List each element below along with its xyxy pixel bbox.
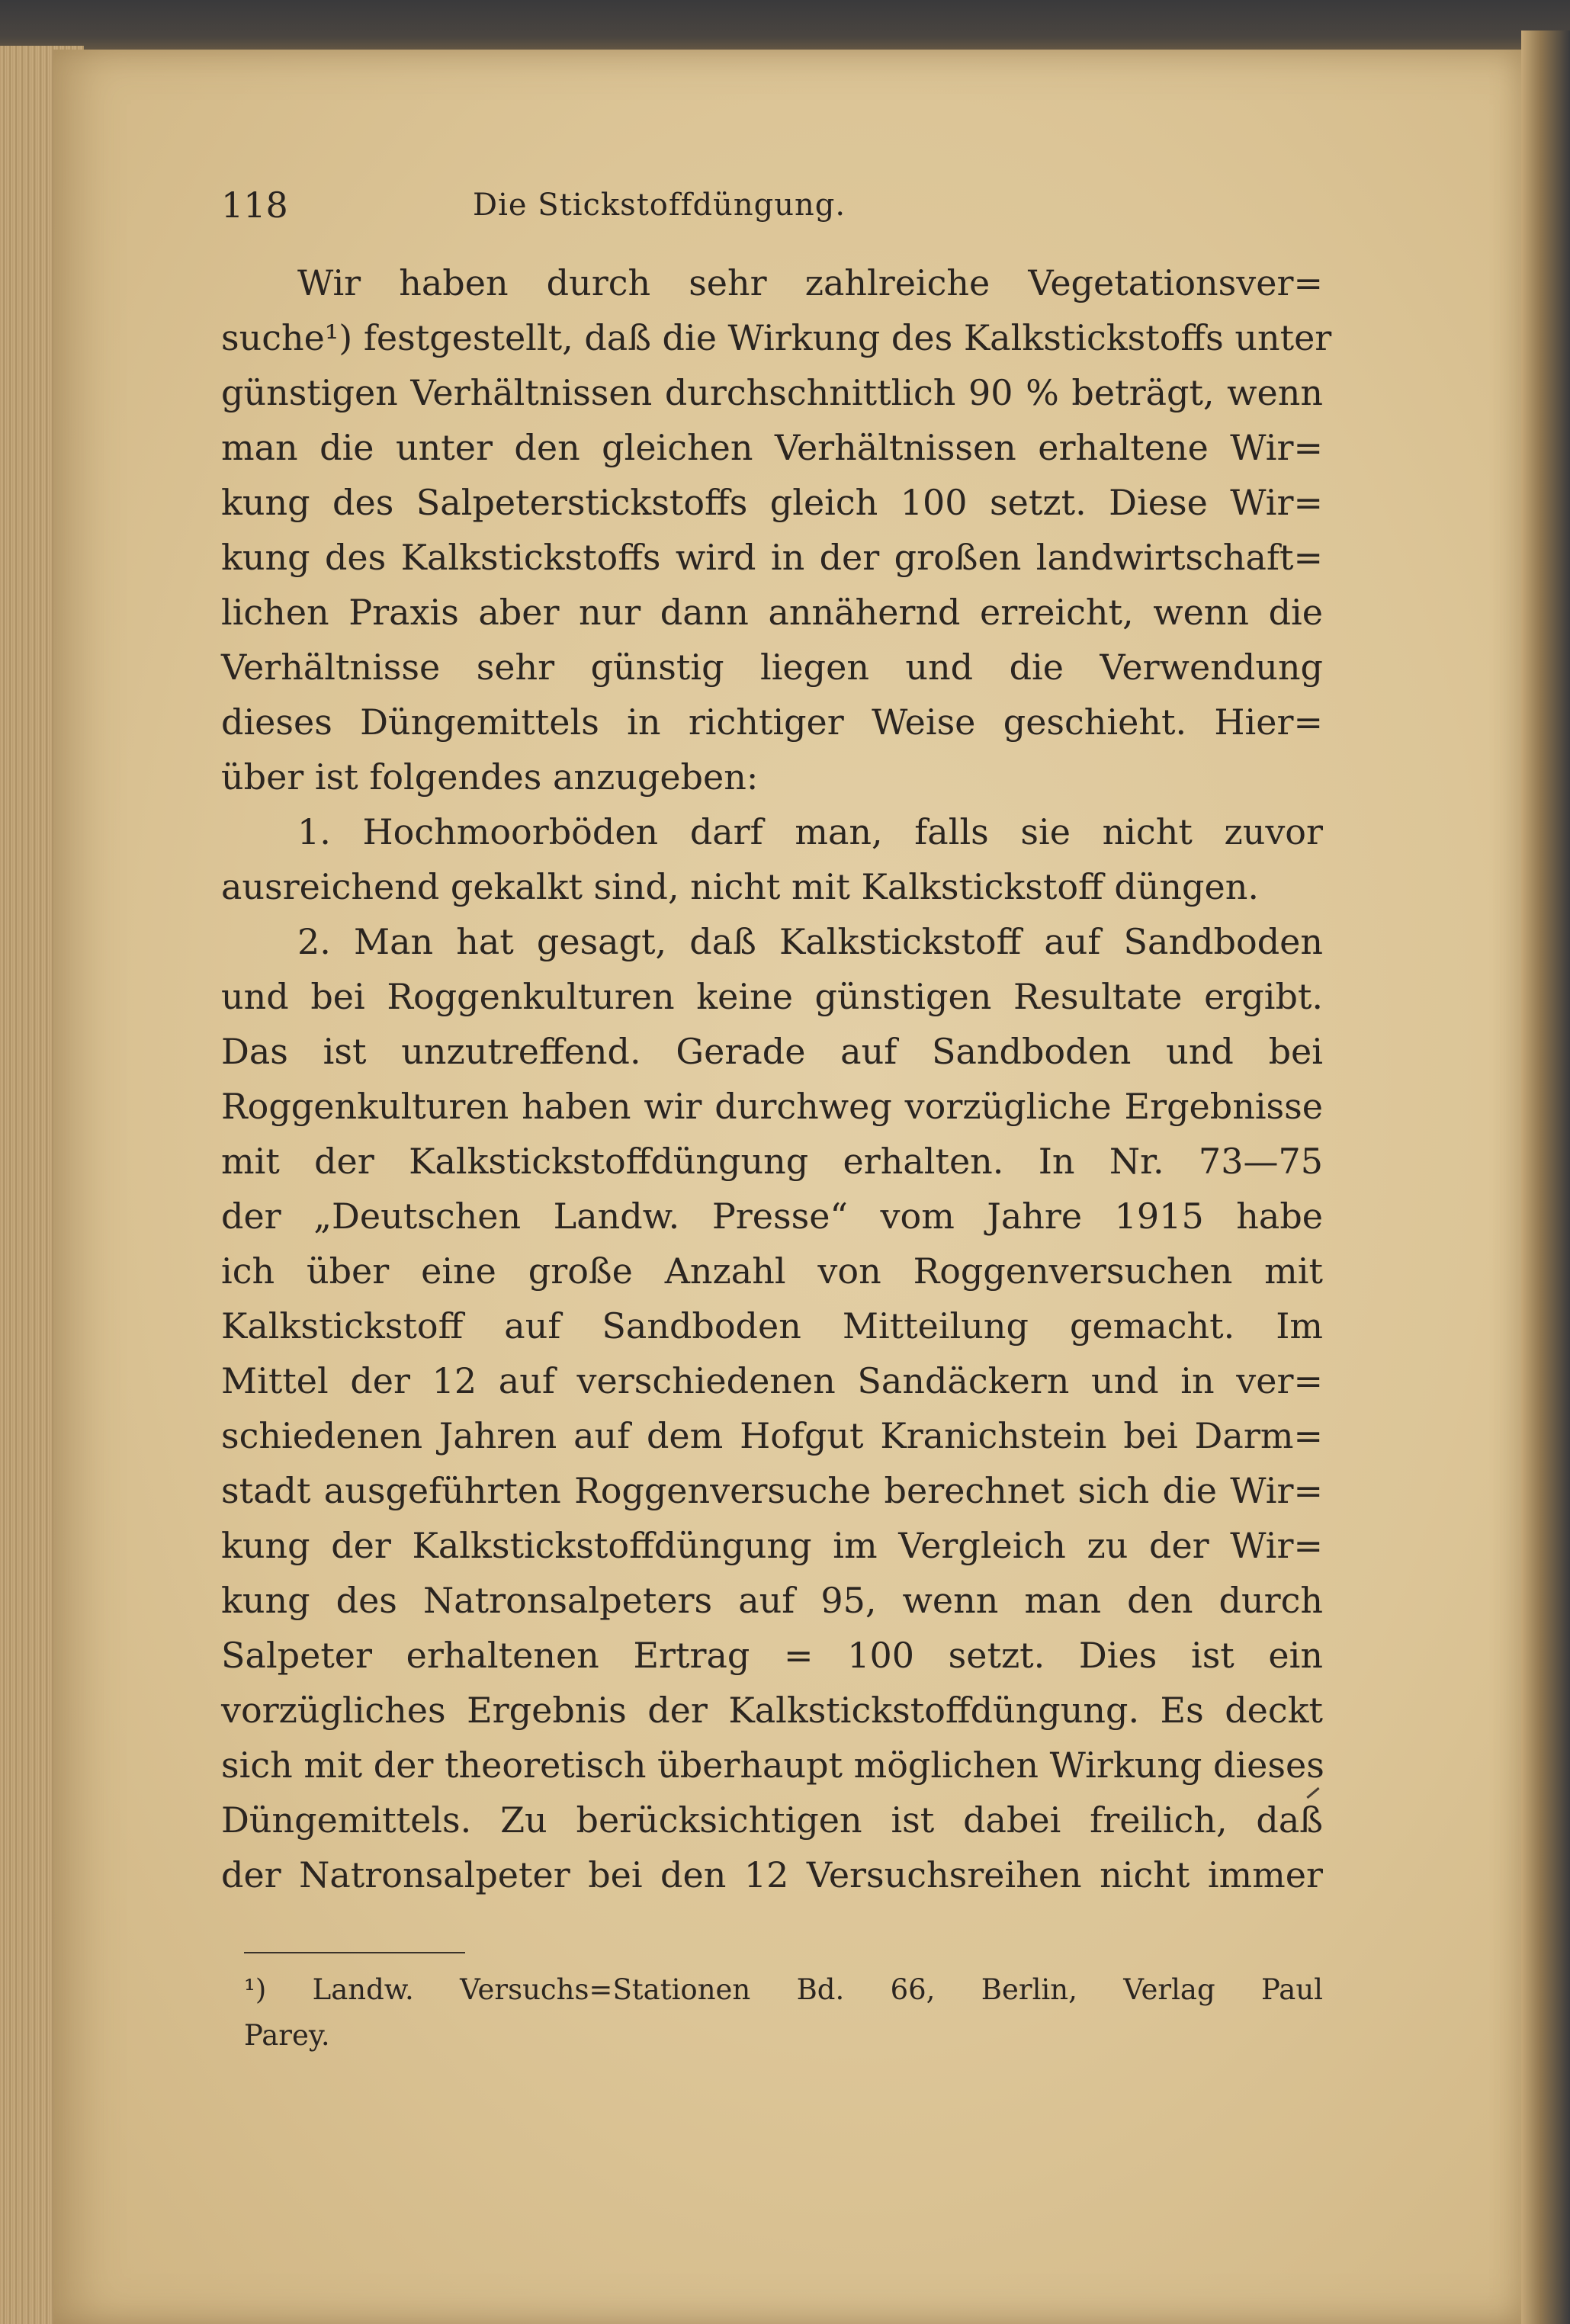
text-line: kung des Natronsalpeters auf 95, wenn man den durch xyxy=(221,1580,1323,1621)
text-line: schiedenen Jahren auf dem Hofgut Kranichstein bei Darm= xyxy=(221,1415,1323,1456)
text-line: Mittel der 12 auf verschiedenen Sandäckern und in ver= xyxy=(221,1360,1323,1401)
text-line: ich über eine große Anzahl von Roggenversuchen mit xyxy=(221,1250,1323,1292)
text-line: Kalkstickstoff auf Sandboden Mitteilung gemacht. Im xyxy=(221,1305,1323,1347)
text-line: der Natronsalpeter bei den 12 Versuchsreihen nicht immer xyxy=(221,1854,1323,1895)
text-line: suche¹) festgestellt, daß die Wirkung des Kalkstickstoffs unter xyxy=(221,317,1332,358)
list-item-1: 1. Hochmoorböden darf man, falls sie nicht zuvor xyxy=(297,811,1323,852)
footnote-divider xyxy=(244,1952,465,1953)
text-line: sich mit der theoretisch überhaupt möglichen Wirkung dieses xyxy=(221,1745,1324,1786)
footnote xyxy=(244,1967,1323,2059)
text-line: dieses Düngemittels in richtiger Weise geschieht. Hier= xyxy=(221,701,1323,743)
text-line: kung des Salpeterstickstoffs gleich 100 setzt. Diese Wir= xyxy=(221,482,1323,523)
running-title: Die Stickstoffdüngung. xyxy=(473,188,846,223)
text-line: Düngemittels. Zu berücksichtigen ist dabei freilich, daß xyxy=(221,1799,1323,1841)
text-line: kung der Kalkstickstoffdüngung im Vergleich zu der Wir= xyxy=(221,1525,1323,1566)
text-line: kung des Kalkstickstoffs wird in der großen landwirtschaft= xyxy=(221,537,1323,578)
text-line: und bei Roggenkulturen keine günstigen Resultate ergibt. xyxy=(221,976,1323,1017)
text-line: über ist folgendes anzugeben: xyxy=(221,756,759,798)
footnote-line: ¹) Landw. Versuchs=Stationen Bd. 66, Berlin, Verlag Paul xyxy=(244,1973,1323,2006)
scan-background-top xyxy=(0,0,1570,53)
text-line: stadt ausgeführten Roggenversuche berechnet sich die Wir= xyxy=(221,1470,1323,1511)
text-line: Verhältnisse sehr günstig liegen und die Verwendung xyxy=(221,647,1323,688)
text-line: Salpeter erhaltenen Ertrag = 100 setzt. Dies ist ein xyxy=(221,1635,1323,1676)
text-line: Wir haben durch sehr zahlreiche Vegetationsver= xyxy=(297,262,1323,303)
text-line: günstigen Verhältnissen durchschnittlich 90 % beträgt, wenn xyxy=(221,372,1323,413)
text-line: Das ist unzutreffend. Gerade auf Sandboden und bei xyxy=(221,1031,1323,1072)
text-line: mit der Kalkstickstoffdüngung erhalten. In Nr. 73—75 xyxy=(221,1141,1323,1182)
text-line: ausreichend gekalkt sind, nicht mit Kalkstickstoff düngen. xyxy=(221,866,1259,907)
text-line: lichen Praxis aber nur dann annähernd erreicht, wenn die xyxy=(221,592,1323,633)
book-right-edge xyxy=(1521,30,1570,2324)
footnote-line: Parey. xyxy=(244,2019,330,2052)
running-head xyxy=(221,185,1350,238)
text-line: man die unter den gleichen Verhältnissen erhaltene Wir= xyxy=(221,427,1323,468)
text-line: der „Deutschen Landw. Presse“ vom Jahre 1915 habe xyxy=(221,1196,1323,1237)
page-number: 118 xyxy=(221,185,288,226)
list-item-2: 2. Man hat gesagt, daß Kalkstickstoff auf Sandboden xyxy=(297,921,1323,962)
text-line: Roggenkulturen haben wir durchweg vorzügliche Ergebnisse xyxy=(221,1086,1323,1127)
body-text xyxy=(221,255,1332,1902)
text-line: vorzügliches Ergebnis der Kalkstickstoffdüngung. Es deckt xyxy=(221,1690,1323,1731)
